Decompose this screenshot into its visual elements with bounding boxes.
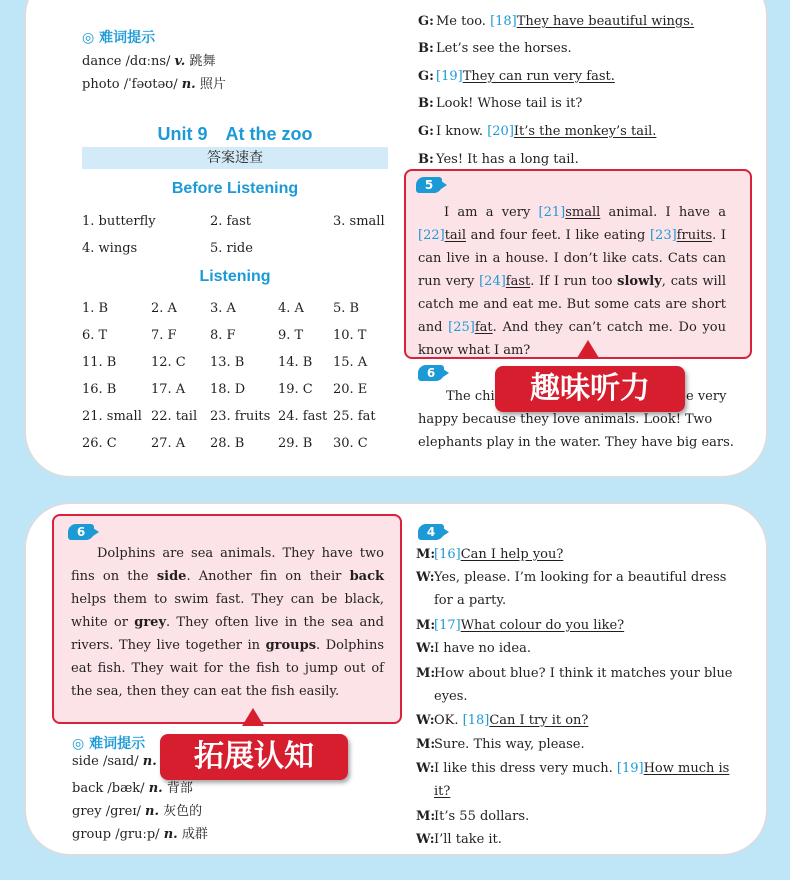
speaker-label: B: <box>418 96 434 111</box>
line-text: OK. <box>434 713 463 728</box>
dialogue-line <box>416 641 531 656</box>
dialogue-line <box>416 593 506 608</box>
vocab-tip-title: ◎ 难词提示 <box>82 30 156 46</box>
dialogue-line <box>418 14 694 29</box>
speaker-label: W: <box>416 832 435 847</box>
line-text: I’ll take it. <box>434 832 502 847</box>
answer-item: 22. tail <box>151 409 198 424</box>
answer-item: 4. wings <box>82 241 138 256</box>
speaker-label: W: <box>416 570 435 585</box>
answer-text: They can run very fast. <box>462 69 615 84</box>
bottom-page-card <box>24 502 768 856</box>
dialogue-line <box>416 666 733 681</box>
dialogue-line <box>418 96 582 111</box>
answer-text: It’s the monkey’s tail. <box>513 124 657 139</box>
answer-item: 28. B <box>210 436 245 451</box>
answer-item: 8. F <box>210 328 236 343</box>
line-text: I like this dress very much. <box>434 761 617 776</box>
speaker-label: M: <box>416 809 436 824</box>
banner-pointer <box>577 340 599 358</box>
listening-heading: Listening <box>199 268 271 285</box>
question-number: [17] <box>434 618 461 633</box>
answer-item: 3. A <box>210 301 236 316</box>
speaker-label: W: <box>416 761 435 776</box>
section-badge: 4 <box>418 524 444 540</box>
answer-text: What colour do you like? <box>460 618 625 633</box>
answer-item: 25. fat <box>333 409 376 424</box>
dialogue-line <box>418 152 579 167</box>
speaker-label: W: <box>416 641 435 656</box>
answer-item: 23. fruits <box>210 409 271 424</box>
question-number: [16] <box>434 547 461 562</box>
question-number: [19] <box>436 69 463 84</box>
answer-item: 30. C <box>333 436 368 451</box>
dialogue-line <box>416 713 588 728</box>
unit-title: Unit 9 At the zoo <box>157 124 313 144</box>
dolphin-passage: Dolphins are sea animals. They have two fins on the side. Another fin on their back helps them to swim fast. They can be black, white or grey. They often live in the sea and rivers. They live together in groups. Dolphins eat fish. They wait for the fish to jump out of the sea, then they can eat the fish easily. <box>71 546 385 699</box>
vocab-item: grey /greɪ/ n. 灰色的 <box>72 804 203 819</box>
speaker-label: G: <box>418 69 434 84</box>
answer-item: 21. small <box>82 409 142 424</box>
dialogue-line <box>416 761 729 776</box>
answer-item: 6. T <box>82 328 108 343</box>
dialogue-line <box>416 832 502 847</box>
line-text: How about blue? I think it matches your blue <box>434 666 733 681</box>
answer-item: 1. B <box>82 301 109 316</box>
answer-item: 4. A <box>278 301 304 316</box>
answer-item: 14. B <box>278 355 313 370</box>
answer-item: 5. ride <box>210 241 253 256</box>
section-6-line: happy because they love animals. Look! Two <box>418 412 713 427</box>
line-text: Look! Whose tail is it? <box>436 96 583 111</box>
top-page-card <box>24 0 768 478</box>
dialogue-line <box>416 689 468 704</box>
extended-knowledge-banner: 拓展认知 <box>160 734 348 780</box>
answer-item: 18. D <box>210 382 246 397</box>
answer-item: 29. B <box>278 436 313 451</box>
answer-item: 27. A <box>151 436 186 451</box>
answer-item: 9. T <box>278 328 304 343</box>
answer-item: 12. C <box>151 355 186 370</box>
before-listening-heading: Before Listening <box>171 180 299 197</box>
vocab-tip-title: ◎ 难词提示 <box>72 736 146 752</box>
section-6-line: elephants play in the water. They have big ears. <box>418 435 734 450</box>
line-text: I have no idea. <box>434 641 531 656</box>
answer-item: 19. C <box>278 382 313 397</box>
answer-text: it? <box>434 784 451 799</box>
answer-text: Can I try it on? <box>489 713 589 728</box>
line-text: Yes, please. I’m looking for a beautiful dress <box>434 570 727 585</box>
speaker-label: G: <box>418 14 434 29</box>
speaker-label: B: <box>418 152 434 167</box>
question-number: [18] <box>490 14 517 29</box>
answer-text: How much is <box>643 761 730 776</box>
answer-item: 2. A <box>151 301 177 316</box>
dialogue-line <box>416 618 624 633</box>
answer-text: They have beautiful wings. <box>516 14 695 29</box>
section-badge: 6 <box>418 365 444 381</box>
line-text: eyes. <box>434 689 468 704</box>
fun-listening-banner: 趣味听力 <box>495 366 685 412</box>
speaker-label: W: <box>416 713 435 728</box>
section-badge: 6 <box>68 524 94 540</box>
dialogue-line <box>416 784 450 799</box>
vocab-item: photo /ˈfəʊtəʊ/ n. 照片 <box>82 77 226 92</box>
dialogue-line <box>416 547 563 562</box>
speaker-label: M: <box>416 737 436 752</box>
speaker-label: M: <box>416 666 436 681</box>
dialogue-line <box>418 69 615 84</box>
answer-item: 2. fast <box>210 214 251 229</box>
vocab-item: side /saɪd/ n. <box>72 754 157 769</box>
answer-item: 26. C <box>82 436 117 451</box>
line-text: Let’s see the horses. <box>436 41 572 56</box>
dialogue-line <box>418 124 656 139</box>
section-6-line: The chi <box>446 389 495 404</box>
answer-item: 15. A <box>333 355 368 370</box>
section-badge: 5 <box>416 177 442 193</box>
speaker-label: B: <box>418 41 434 56</box>
answer-band: 答案速查 <box>82 147 388 169</box>
banner-pointer <box>242 708 264 726</box>
speaker-label: G: <box>418 124 434 139</box>
section-6-line: e very <box>686 389 727 404</box>
answer-item: 20. E <box>333 382 368 397</box>
answer-item: 7. F <box>151 328 177 343</box>
answer-item: 5. B <box>333 301 360 316</box>
dialogue-line <box>416 809 529 824</box>
vocab-item: dance /dɑːns/ v. 跳舞 <box>82 54 216 69</box>
speaker-label: M: <box>416 618 436 633</box>
dialogue-line <box>418 41 572 56</box>
question-number: [19] <box>616 761 644 776</box>
line-text: It’s 55 dollars. <box>434 809 530 824</box>
answer-item: 1. butterfly <box>82 214 156 229</box>
line-text: Yes! It has a long tail. <box>436 152 579 167</box>
answer-item: 17. A <box>151 382 186 397</box>
line-text: I know. <box>436 124 488 139</box>
question-number: [18] <box>462 713 490 728</box>
question-number: [20] <box>487 124 514 139</box>
answer-text: Can I help you? <box>460 547 564 562</box>
dialogue-line <box>416 570 726 585</box>
line-text: for a party. <box>434 593 507 608</box>
vocab-item: back /bæk/ n. 背部 <box>72 781 193 796</box>
dialogue-line <box>416 737 585 752</box>
section-5-passage: I am a very [21]small animal. I have a [22]tail and four feet. I like eating [23]fruits. I can live in a house. I don’t like cats. Cats can run very [24]fast. If I run too slowly, cats will catch me and eat me. But some cats are short and [25]fat. And they can’t catch me. Do you know what I am? <box>418 205 727 358</box>
answer-item: 3. small <box>333 214 385 229</box>
answer-item: 24. fast <box>278 409 328 424</box>
answer-item: 11. B <box>82 355 117 370</box>
answer-item: 16. B <box>82 382 117 397</box>
vocab-item: group /gruːp/ n. 成群 <box>72 827 208 842</box>
answer-item: 10. T <box>333 328 367 343</box>
line-text: Sure. This way, please. <box>434 737 585 752</box>
answer-item: 13. B <box>210 355 245 370</box>
line-text: Me too. <box>436 14 491 29</box>
speaker-label: M: <box>416 547 436 562</box>
